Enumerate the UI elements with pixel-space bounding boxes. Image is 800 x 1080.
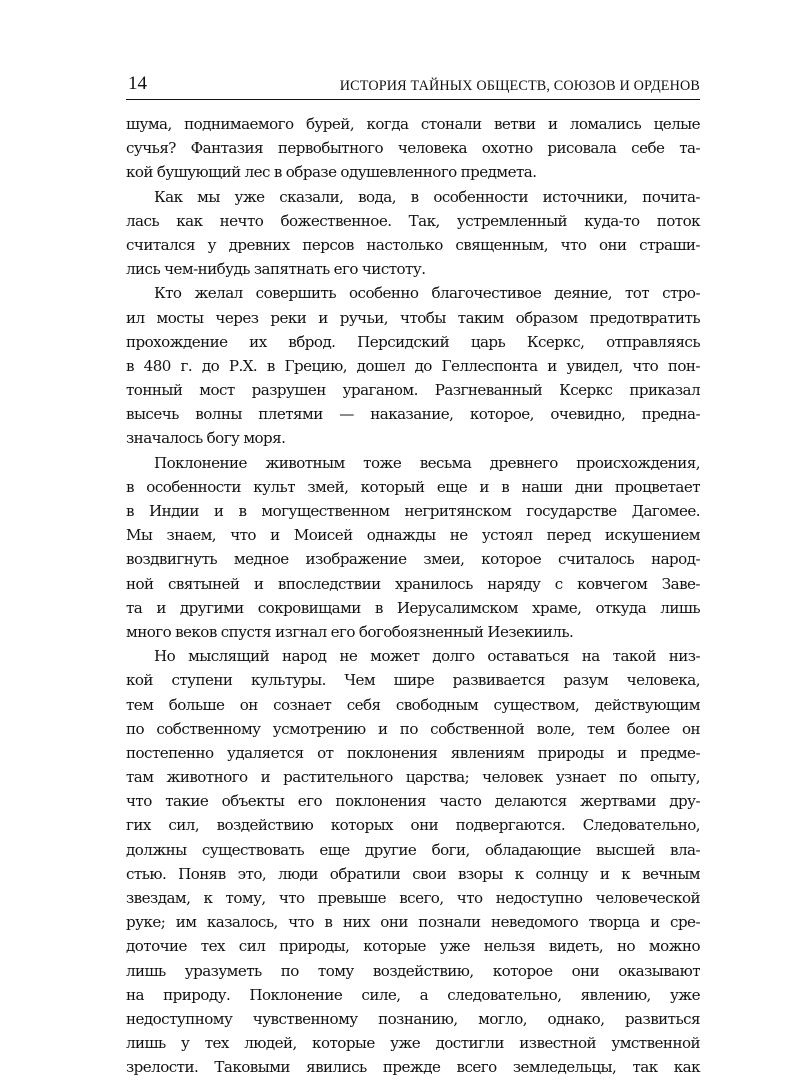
text-line: в особенности культ змей, который еще и в наши дни процветает (126, 477, 700, 496)
text-line: сучья? Фантазия первобытного человека охотно рисовала себе та- (126, 139, 700, 158)
page-number: 14 (128, 73, 147, 94)
running-title: ИСТОРИЯ ТАЙНЫХ ОБЩЕСТВ, СОЮЗОВ И ОРДЕНОВ (339, 78, 700, 94)
body-text (126, 112, 700, 1080)
text-line: ил мосты через реки и ручьи, чтобы таким образом предотвратить (126, 308, 700, 327)
text-line: тонный мост разрушен ураганом. Разгневанный Ксеркс приказал (126, 381, 700, 400)
text-line: недоступному чувственному познанию, могло, однако, развиться (126, 1009, 700, 1028)
text-line: тем больше он сознает себя свободным существом, действующим (126, 695, 700, 714)
text-line: должны существовать еще другие боги, обладающие высшей вла- (126, 840, 700, 859)
text-line: Как мы уже сказали, вода, в особенности источники, почита- (154, 187, 700, 206)
text-line: по собственному усмотрению и по собственной воле, тем более он (126, 719, 700, 738)
text-line: зрелости. Таковыми явились прежде всего земледельцы, так как (126, 1058, 700, 1077)
text-line: та и другими сокровищами в Иерусалимском храме, откуда лишь (126, 598, 700, 617)
page-header (126, 68, 700, 96)
text-line: шума, поднимаемого бурей, когда стонали ветви и ломались целые (126, 115, 700, 133)
text-line: воздвигнуть медное изображение змеи, которое считалось народ- (126, 550, 700, 569)
text-line: постепенно удаляется от поклонения явлениям природы и предме- (126, 743, 700, 762)
text-line: ной святыней и впоследствии хранилось наряду с ковчегом Заве- (126, 574, 700, 593)
text-line: Но мыслящий народ не может долго оставаться на такой низ- (154, 647, 700, 666)
book-page (126, 68, 700, 1077)
text-line: Мы знаем, что и Моисей однажды не устоял перед искушением (126, 526, 700, 545)
text-line: прохождение их вброд. Персидский царь Ксеркс, отправляясь (126, 332, 700, 351)
text-line: высечь волны плетями — наказание, которое, очевидно, предна- (126, 405, 700, 424)
text-line: лишь уразуметь по тому воздействию, которое они оказывают (126, 961, 700, 980)
text-line: что такие объекты его поклонения часто делаются жертвами дру- (126, 792, 700, 811)
text-line: лишь у тех людей, которые уже достигли известной умственной (126, 1034, 700, 1053)
text-line: значалось богу моря. (126, 429, 286, 448)
text-line: руке; им казалось, что в них они познали неведомого творца и сре- (126, 913, 700, 932)
text-line: на природу. Поклонение силе, а следовательно, явлению, уже (126, 985, 700, 1004)
text-line: доточие тех сил природы, которые уже нельзя видеть, но можно (126, 937, 700, 956)
text-line: кой ступени культуры. Чем шире развивается разум человека, (126, 671, 700, 690)
text-line: гих сил, воздействию которых они подвергаются. Следовательно, (126, 816, 700, 835)
header-rule (126, 99, 700, 100)
text-line: Поклонение животным тоже весьма древнего происхождения, (154, 453, 700, 472)
text-line: стью. Поняв это, люди обратили свои взоры к солнцу и к вечным (126, 864, 700, 883)
text-line: Кто желал совершить особенно благочестивое деяние, тот стро- (154, 284, 700, 303)
text-line: звездам, к тому, что превыше всего, что недоступно человеческой (126, 889, 700, 907)
text-line: много веков спустя изгнал его богобоязненный Иезекииль. (126, 622, 574, 641)
text-line: в Индии и в могущественном негритянском государстве Дагомее. (126, 502, 700, 520)
text-line: кой бушующий лес в образе одушевленного предмета. (126, 163, 537, 182)
text-line: там животного и растительного царства; человек узнает по опыту, (126, 768, 700, 787)
text-line: в 480 г. до Р.Х. в Грецию, дошел до Геллеспонта и увидел, что пон- (126, 356, 700, 375)
text-line: лись чем-нибудь запятнать его чистоту. (126, 260, 426, 279)
text-line: считался у древних персов настолько священным, что они страши- (126, 235, 700, 254)
text-line: лась как нечто божественное. Так, устремленный куда-то поток (126, 211, 700, 230)
